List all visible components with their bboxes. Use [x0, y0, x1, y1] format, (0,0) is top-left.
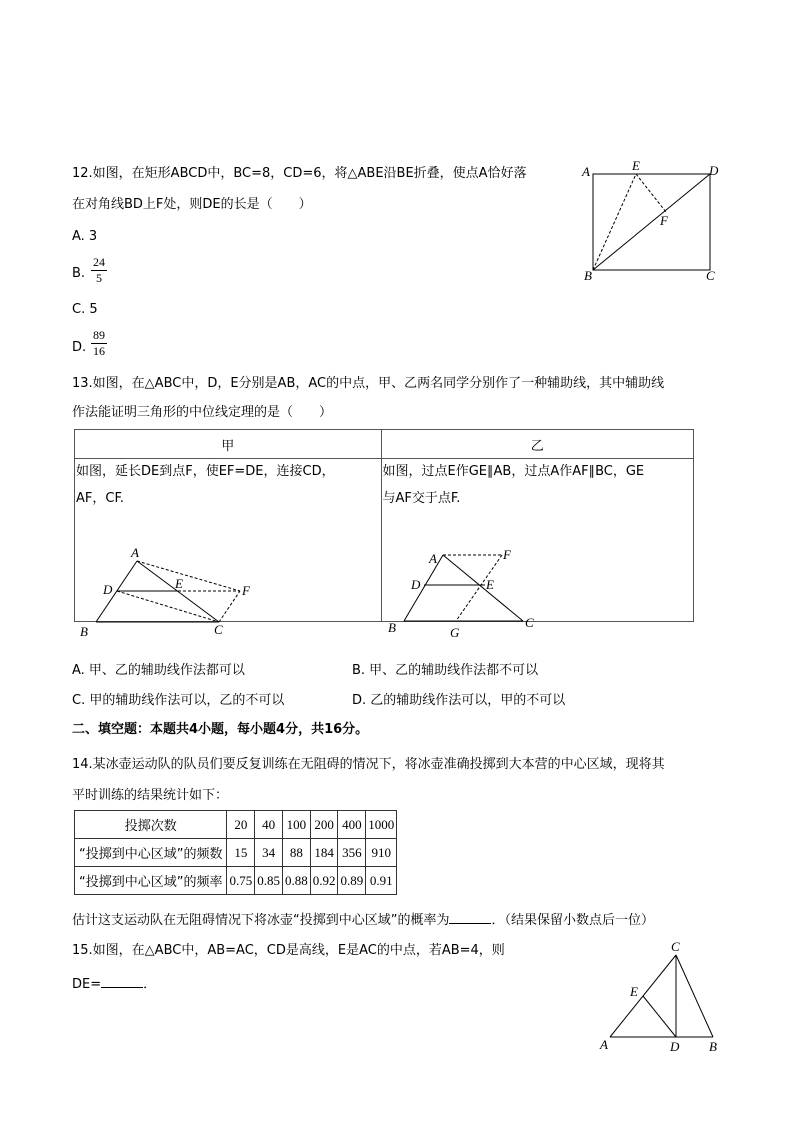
label-d: D — [410, 577, 420, 592]
segment-fg — [456, 555, 502, 621]
segment-ef — [636, 174, 666, 212]
table-cell: 100 — [282, 811, 310, 839]
table-cell: 1000 — [366, 811, 397, 839]
label-g: G — [449, 625, 459, 640]
label-f: F — [242, 583, 250, 598]
q15-triangle-figure — [592, 938, 726, 1058]
table-cell: 184 — [310, 839, 338, 867]
label-c: C — [706, 268, 715, 283]
segment-de — [643, 996, 676, 1037]
q13-cell-yi — [381, 459, 694, 640]
q13-yi-text1: 如图，过点E作GE∥AB，过点A作AF∥BC，GE — [382, 464, 645, 479]
table-cell: 20 — [227, 811, 255, 839]
q14-line3-suffix: ．（结果保留小数点后一位） — [491, 913, 654, 928]
q13-cell-jia — [75, 459, 382, 639]
q13-line2: 作法能证明三角形的中位线定理的是（ ） — [72, 405, 333, 420]
label-b: B — [80, 624, 88, 639]
label-c: C — [671, 939, 680, 954]
label-e: E — [630, 984, 638, 999]
q14-frequency-table — [74, 810, 397, 895]
diagonal-bd — [593, 174, 710, 270]
q13-option-d: D. 乙的辅助线作法可以，甲的不可以 — [352, 693, 566, 708]
q12-option-b-numerator: 24 — [93, 255, 105, 269]
label-b: B — [387, 620, 396, 635]
table-cell: 400 — [338, 811, 366, 839]
label-a: A — [600, 1037, 608, 1052]
q13-yi-text2: 与AF交于点F. — [382, 491, 461, 506]
q12-line1: 12.如图，在矩形ABCD中，BC=8，CD=6，将△ABE沿BE折叠，使点A恰好落 — [72, 166, 527, 181]
table-cell: 0.75 — [227, 867, 255, 895]
q13-jia-text2: AF，CF. — [76, 491, 124, 506]
q15-line2-suffix: ． — [143, 977, 157, 992]
label-e: E — [175, 576, 183, 591]
table-row-hits — [75, 839, 397, 867]
q13-head-jia: 甲 — [75, 430, 382, 459]
segment-bc — [676, 955, 713, 1037]
q13-option-a: A. 甲、乙的辅助线作法都可以 — [72, 663, 245, 678]
table-cell: 910 — [366, 839, 397, 867]
table-cell: 40 — [255, 811, 283, 839]
segment-be — [593, 174, 636, 270]
table-cell: 34 — [255, 839, 283, 867]
table-row-frequency — [75, 867, 397, 895]
table-head-frequency: “投掷到中心区域”的频率 — [75, 867, 227, 895]
q14-line1: 14.某冰壶运动队的队员们要反复训练在无阻碍的情况下，将冰壶准确投掷到大本营的中心区域，现将其 — [72, 757, 665, 772]
q15-line1: 15.如图，在△ABC中，AB=AC，CD是高线，E是AC的中点，若AB=4，则 — [72, 943, 505, 958]
table-row-throws — [75, 811, 397, 839]
table-cell: 15 — [227, 839, 255, 867]
table-cell: 200 — [310, 811, 338, 839]
label-c: C — [214, 622, 223, 637]
q13-head-yi: 乙 — [381, 430, 694, 459]
q13-line1: 13.如图，在△ABC中，D，E分别是AB，AC的中点，甲、乙两名同学分别作了一种辅助线，其中辅助线 — [72, 376, 665, 391]
label-a: A — [428, 551, 437, 566]
label-d: D — [670, 1039, 680, 1054]
q12-rectangle-figure — [578, 160, 728, 286]
segment-af — [137, 561, 240, 591]
q12-option-d-denominator: 16 — [93, 344, 105, 358]
label-b: B — [709, 1039, 717, 1054]
table-cell: 88 — [282, 839, 310, 867]
label-e: E — [485, 577, 494, 592]
table-cell: 0.91 — [366, 867, 397, 895]
q12-option-d-numerator: 89 — [93, 328, 105, 342]
q14-line2: 平时训练的结果统计如下： — [72, 788, 229, 803]
label-f: F — [502, 547, 511, 562]
q15-answer-blank[interactable] — [101, 975, 143, 988]
table-cell: 356 — [338, 839, 366, 867]
q13-jia-text1: 如图，延长DE到点F，使EF=DE，连接CD， — [76, 464, 335, 479]
table-head-throws: 投掷次数 — [75, 811, 227, 839]
q13-yi-figure — [382, 511, 582, 640]
q12-option-d-fraction — [89, 329, 109, 358]
segment-ac — [443, 555, 523, 621]
segment-cd — [117, 591, 219, 622]
label-a: A — [582, 164, 590, 179]
q12-option-d-label: D. — [72, 340, 87, 355]
label-d: D — [103, 582, 113, 597]
q14-line3 — [72, 911, 654, 929]
q13-option-b: B. 甲、乙的辅助线作法都不可以 — [352, 663, 539, 678]
q13-jia-figure — [75, 511, 275, 639]
label-b: B — [584, 268, 592, 283]
q13-comparison-table — [74, 429, 694, 640]
q12-option-b-denominator: 5 — [96, 271, 102, 285]
segment-ab — [404, 555, 443, 621]
q12-option-b-label: B. — [72, 266, 86, 281]
section-fill-in-heading: 二、填空题：本题共4小题，每小题4分，共16分。 — [72, 722, 369, 737]
table-cell: 0.92 — [310, 867, 338, 895]
label-f: F — [660, 213, 668, 228]
q14-line3-text: 估计这支运动队在无阻碍情况下将冰壶“投掷到中心区域”的概率为 — [72, 913, 450, 928]
table-cell: 0.89 — [338, 867, 366, 895]
segment-cf — [219, 591, 240, 622]
q12-option-c: C. 5 — [72, 302, 98, 317]
label-a: A — [131, 545, 139, 560]
q15-line2-text: DE= — [72, 977, 102, 992]
q15-line2 — [72, 975, 156, 993]
label-c: C — [524, 615, 534, 630]
q12-option-a: A. 3 — [72, 229, 98, 244]
q12-option-b-fraction — [89, 256, 109, 285]
table-cell: 0.88 — [282, 867, 310, 895]
q13-option-c: C. 甲的辅助线作法可以，乙的不可以 — [72, 693, 285, 708]
table-head-hits: “投掷到中心区域”的频数 — [75, 839, 227, 867]
q14-answer-blank[interactable] — [449, 911, 491, 924]
label-e: E — [632, 158, 640, 173]
label-d: D — [709, 163, 719, 178]
q12-line2: 在对角线BD上F处，则DE的长是（ ） — [72, 197, 312, 212]
table-cell: 0.85 — [255, 867, 283, 895]
